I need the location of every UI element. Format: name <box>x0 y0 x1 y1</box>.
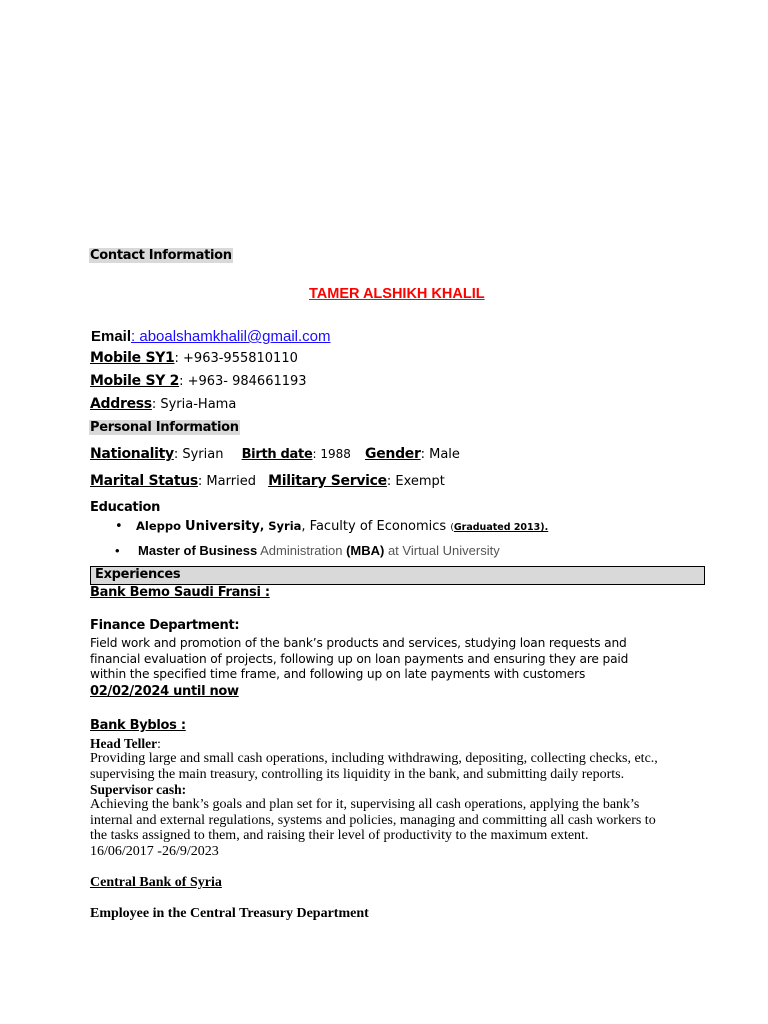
job1-desc-line: financial evaluation of projects, following up on loan payments and ensuring they are paid <box>90 652 629 666</box>
education-heading: Education <box>90 500 161 515</box>
bullet: • <box>115 543 120 558</box>
marital-status-value: : Married <box>197 474 256 489</box>
birth-date-label: Birth date <box>241 447 313 462</box>
mobile-sy2-row <box>90 373 307 389</box>
contact-information-heading: Contact Information <box>90 248 232 263</box>
mobile-sy2-value: : +963- 984661193 <box>179 374 307 389</box>
nationality-value: : Syrian <box>173 447 224 462</box>
mobile-sy1-row <box>90 350 298 366</box>
birth-date-value: : 1988 <box>312 447 351 461</box>
job2-desc-line: Achieving the bank’s goals and plan set for it, supervising all cash operations, applying the bank’s <box>90 797 640 812</box>
nationality-label: Nationality <box>90 446 174 462</box>
military-service-value: : Exempt <box>386 474 445 489</box>
mobile-sy1-value: : +963-955810110 <box>174 351 298 366</box>
department-finance: Finance Department: <box>90 618 240 633</box>
role-central-treasury: Employee in the Central Treasury Department <box>90 906 369 921</box>
job2-period: 16/06/2017 -26/9/2023 <box>90 844 219 859</box>
address-row <box>90 396 236 412</box>
company-byblos: Bank Byblos : <box>90 718 186 733</box>
mobile-sy1-label: Mobile SY1 <box>90 350 175 366</box>
job2-desc-line: internal and external regulations, systems and policies, managing and committing all cash workers to <box>90 813 656 828</box>
gender-label: Gender <box>365 446 421 462</box>
company-central-bank: Central Bank of Syria <box>90 875 222 890</box>
company-bemo: Bank Bemo Saudi Fransi : <box>90 585 270 600</box>
candidate-name: TAMER ALSHIKH KHALIL <box>309 286 485 302</box>
email-label: Email <box>91 328 132 345</box>
address-value: : Syria-Hama <box>151 397 237 412</box>
job2-desc-line: Providing large and small cash operations, including withdrawing, depositing, collecting checks, etc., <box>90 751 658 766</box>
military-service-label: Military Service <box>268 473 387 489</box>
job2-desc-line: the tasks assigned to them, and raising their level of productivity to the maximum extent. <box>90 828 589 843</box>
email-link[interactable]: : aboalshamkhalil@gmail.com <box>131 328 331 345</box>
email-row <box>91 328 331 345</box>
personal-information-heading: Personal Information <box>90 420 239 435</box>
nationality-row <box>90 446 460 462</box>
bullet: • <box>115 519 123 534</box>
job1-period: 02/02/2024 until now <box>90 684 239 699</box>
marital-status-label: Marital Status <box>90 473 198 489</box>
experiences-heading-box <box>90 566 705 585</box>
experiences-heading: Experiences <box>95 567 181 582</box>
education-item: • Aleppo University, Syria, Faculty of Economics (Graduated 2013). <box>115 519 549 534</box>
job1-desc-line: Field work and promotion of the bank’s products and services, studying loan requests and <box>90 636 627 650</box>
gender-value: : Male <box>420 447 460 462</box>
address-label: Address <box>90 396 152 412</box>
marital-row <box>90 473 445 489</box>
role-supervisor-cash: Supervisor cash: <box>90 782 187 797</box>
mobile-sy2-label: Mobile SY 2 <box>90 373 180 389</box>
role-head-teller: Head Teller: <box>90 736 161 751</box>
job1-desc-line: within the specified time frame, and following up on late payments with customers <box>90 667 586 681</box>
education-item: • Master of Business Administration (MBA) at Virtual University <box>115 543 500 558</box>
job2-desc-line: supervising the main treasury, controlling its liquidity in the bank, and submitting daily reports. <box>90 767 625 782</box>
